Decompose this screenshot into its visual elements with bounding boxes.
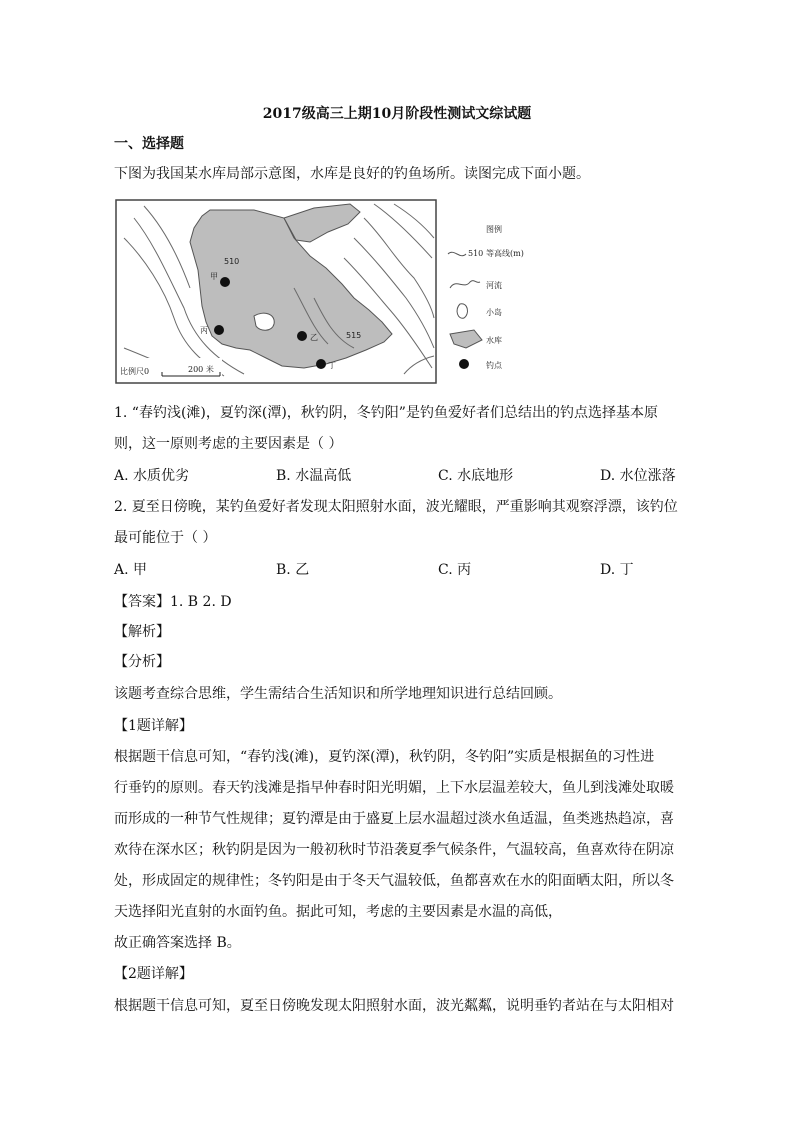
fishing-spot-yi bbox=[297, 331, 307, 341]
contour-label-510: 510 bbox=[224, 257, 240, 266]
fishing-spot-jia bbox=[220, 277, 230, 287]
contour-label-515: 515 bbox=[346, 331, 362, 340]
map-legend bbox=[448, 224, 524, 370]
legend-contour-label: 等高线(m) bbox=[486, 249, 524, 258]
q2-stem-line2: 最可能位于（ ） bbox=[114, 530, 217, 546]
detail1-line: 而形成的一种节气性规律；夏钓潭是由于盛夏上层水温超过淡水鱼适温，鱼类逃热趋凉，喜 bbox=[114, 811, 674, 827]
detail1-line: 天选择阳光直射的水面钓鱼。据此可知，考虑的主要因素是水温的高低， bbox=[114, 904, 562, 920]
q1-stem-line2: 则，这一原则考虑的主要因素是（ ） bbox=[114, 436, 343, 452]
detail1-line: 根据题干信息可知，“春钓浅(滩)，夏钓深(潭)，秋钓阴，冬钓阳”实质是根据鱼的习性进 bbox=[114, 749, 655, 765]
legend-reservoir-icon bbox=[450, 330, 482, 348]
spot-label-bing: 丙 bbox=[200, 326, 208, 335]
spot-label-jia: 甲 bbox=[210, 272, 218, 281]
q1-option-a: A. 水质优劣 bbox=[114, 468, 190, 484]
q1-option-d: D. 水位涨落 bbox=[600, 468, 676, 484]
spot-label-yi: 乙 bbox=[310, 333, 318, 342]
detail1-line: 处，形成固定的规律性；冬钓阳是由于冬天气温较低，鱼都喜欢在水的阳面晒太阳，所以冬 bbox=[114, 873, 674, 889]
section-heading: 一、选择题 bbox=[114, 136, 184, 152]
legend-island-label: 小岛 bbox=[486, 308, 502, 317]
legend-spot-label: 钓点 bbox=[486, 361, 502, 370]
island-shape bbox=[254, 313, 274, 330]
document-title: 2017级高三上期10月阶段性测试文综试题 bbox=[262, 106, 532, 122]
detail1-line: 欢待在深水区；秋钓阴是因为一般初秋时节沿袭夏季气候条件，气温较高，鱼喜欢待在阴凉 bbox=[114, 842, 674, 858]
q2-option-a: A. 甲 bbox=[114, 562, 148, 578]
reservoir-map-figure bbox=[114, 198, 569, 385]
q2-stem-line1: 2. 夏至日傍晚，某钓鱼爱好者发现太阳照射水面，波光耀眼，严重影响其观察浮漂，该钓位 bbox=[114, 499, 678, 515]
q1-stem-line1: 1. “春钓浅(滩)，夏钓深(潭)，秋钓阴，冬钓阳”是钓鱼爱好者们总结出的钓点选择基本原 bbox=[114, 405, 658, 421]
legend-island-icon bbox=[457, 304, 467, 318]
legend-reservoir-label: 水库 bbox=[486, 336, 502, 345]
fishing-spot-ding bbox=[316, 359, 326, 369]
q1-option-b: B. 水温高低 bbox=[276, 468, 352, 484]
legend-contour-prefix: 510 bbox=[468, 249, 484, 258]
fenxi-text: 该题考查综合思维，学生需结合生活知识和所学地理知识进行总结回顾。 bbox=[114, 686, 562, 702]
scale-label: 比例尺0 bbox=[120, 367, 150, 376]
question-intro: 下图为我国某水库局部示意图，水库是良好的钓鱼场所。读图完成下面小题。 bbox=[114, 166, 590, 182]
q2-option-b: B. 乙 bbox=[276, 562, 310, 578]
fenxi-heading: 【分析】 bbox=[114, 654, 170, 670]
detail1-conclusion: 故正确答案选择 B。 bbox=[114, 935, 241, 951]
legend-river-label: 河流 bbox=[486, 281, 502, 290]
legend-spot-icon bbox=[459, 359, 469, 369]
q2-option-c: C. 丙 bbox=[438, 562, 472, 578]
spot-label-ding: 丁 bbox=[328, 361, 336, 370]
legend-title: 图例 bbox=[486, 225, 502, 234]
detail2-heading: 【2题详解】 bbox=[114, 966, 193, 982]
detail1-line: 行垂钓的原则。春天钓浅滩是指早仲春时阳光明媚，上下水层温差较大，鱼儿到浅滩处取暖 bbox=[114, 780, 674, 796]
q1-option-c: C. 水底地形 bbox=[438, 468, 514, 484]
detail2-line: 根据题干信息可知，夏至日傍晚发现太阳照射水面，波光粼粼，说明垂钓者站在与太阳相对 bbox=[114, 998, 674, 1014]
legend-river-icon bbox=[450, 281, 480, 288]
q2-option-d: D. 丁 bbox=[600, 562, 634, 578]
fishing-spot-bing bbox=[214, 325, 224, 335]
detail1-heading: 【1题详解】 bbox=[114, 718, 193, 734]
answer-line: 【答案】1. B 2. D bbox=[114, 594, 232, 610]
jiexi-heading: 【解析】 bbox=[114, 624, 170, 640]
scale-value: 200 米 bbox=[188, 365, 214, 374]
